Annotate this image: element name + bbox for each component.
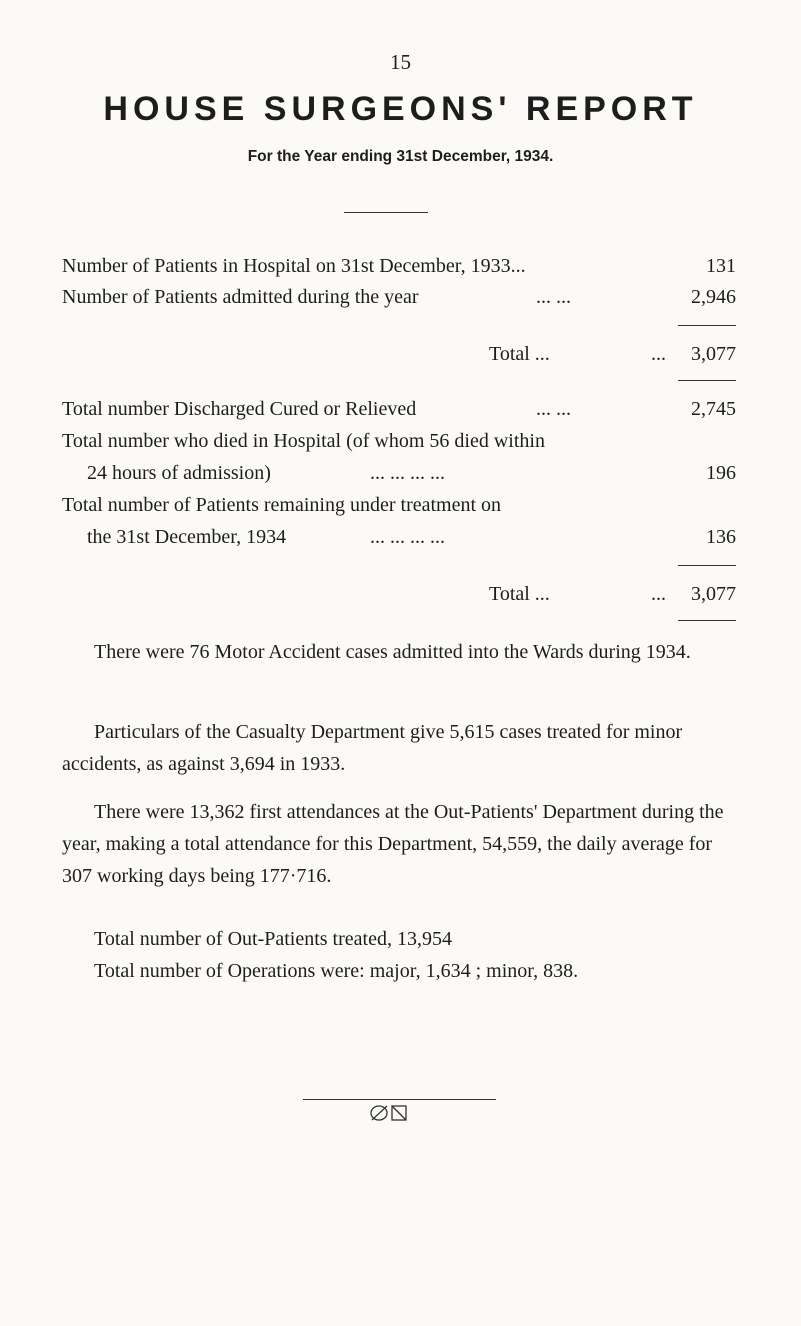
outpatients-treated: Total number of Out-Patients treated, 13,954 <box>94 928 452 950</box>
sum-rule <box>678 380 736 381</box>
row-label: Total number of Patients remaining under treatment on <box>62 494 502 516</box>
row-leader-dots: ... ... ... ... <box>370 526 445 548</box>
total-leader-dots: ... <box>651 343 666 365</box>
row-label: Number of Patients admitted during the year <box>62 286 419 308</box>
sum-rule <box>678 325 736 326</box>
report-title: HOUSE SURGEONS' REPORT <box>103 90 698 128</box>
printer-mark-icon <box>368 1102 410 1124</box>
total-label: Total ... <box>489 583 550 605</box>
row-value: 2,946 <box>691 286 736 308</box>
total-value: 3,077 <box>691 583 736 605</box>
page-number: 15 <box>390 50 411 74</box>
sum-rule <box>678 565 736 566</box>
row-value: 2,745 <box>691 398 736 420</box>
row-label: the 31st December, 1934 <box>87 526 287 548</box>
sum-rule <box>678 620 736 621</box>
title-divider <box>344 212 428 213</box>
row-label: Total number who died in Hospital (of whom 56 died within <box>62 430 545 452</box>
row-leader-dots: ... ... <box>536 398 571 420</box>
footer-rule <box>303 1099 496 1100</box>
row-value: 131 <box>706 255 736 277</box>
motor-accidents-paragraph: There were 76 Motor Accident cases admitted into the Wards during 1934. <box>94 641 691 663</box>
row-label: 24 hours of admission) <box>87 462 271 484</box>
operations-total: Total number of Operations were: major, 1,634 ; minor, 838. <box>94 960 579 982</box>
casualty-paragraph: Particulars of the Casualty Department give 5,615 cases treated for minor accidents, as against 3,694 in 1933. <box>62 721 683 775</box>
outpatients-paragraph: There were 13,362 first attendances at the Out-Patients' Department during the year, making a total attendance for this Department, 54,559, the daily average for 307 working days being 177·716. <box>62 801 724 887</box>
row-label: Total number Discharged Cured or Relieved <box>62 398 417 420</box>
row-value: 136 <box>706 526 736 548</box>
total-leader-dots: ... <box>651 583 666 605</box>
row-leader-dots: ... ... <box>536 286 571 308</box>
total-label: Total ... <box>489 343 550 365</box>
row-label: Number of Patients in Hospital on 31st December, 1933... <box>62 255 526 277</box>
report-subtitle: For the Year ending 31st December, 1934. <box>247 148 554 165</box>
total-value: 3,077 <box>691 343 736 365</box>
row-leader-dots: ... ... ... ... <box>370 462 445 484</box>
row-value: 196 <box>706 462 736 484</box>
